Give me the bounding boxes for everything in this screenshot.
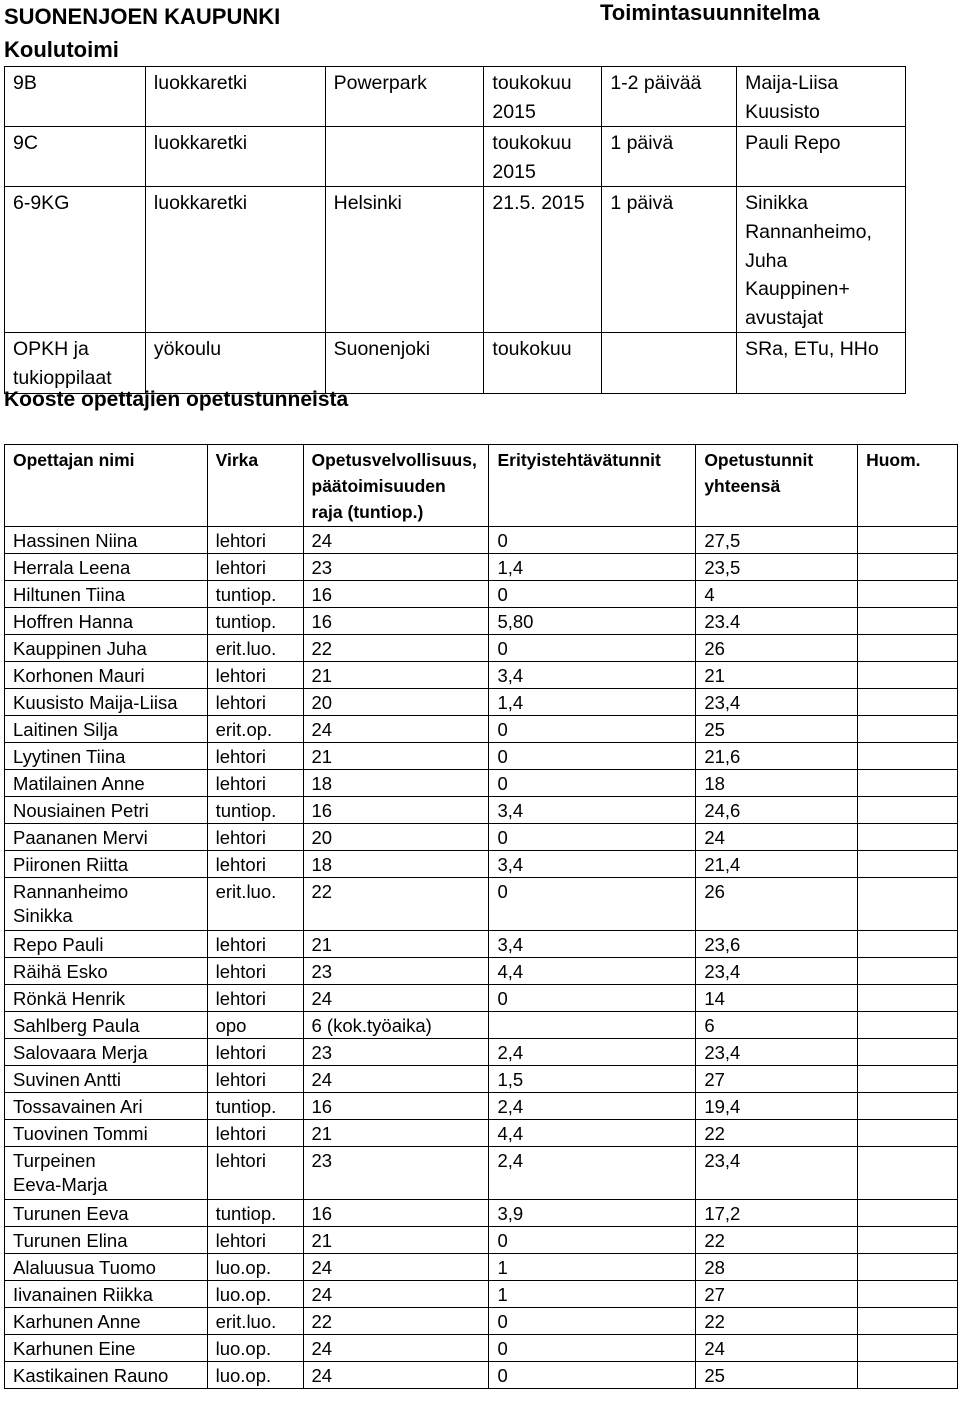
notes-cell [858, 1227, 958, 1254]
table-row [5, 851, 958, 878]
teaching-obligation-cell: 21 [303, 662, 489, 689]
teacher-name-cell: Tuovinen Tommi [5, 1120, 208, 1147]
event-location-cell: Helsinki [325, 187, 484, 333]
position-cell: erit.luo. [207, 1308, 303, 1335]
notes-cell [858, 1200, 958, 1227]
teaching-obligation-cell: 24 [303, 1066, 489, 1093]
table-row [5, 1254, 958, 1281]
notes-cell [858, 1308, 958, 1335]
teacher-name-cell: Rönkä Henrik [5, 985, 208, 1012]
position-cell: lehtori [207, 554, 303, 581]
table-row [5, 1281, 958, 1308]
teacher-name-cell: Hiltunen Tiina [5, 581, 208, 608]
total-hours-cell: 21 [696, 662, 858, 689]
position-cell: lehtori [207, 1066, 303, 1093]
teaching-obligation-cell: 23 [303, 1039, 489, 1066]
position-cell: lehtori [207, 824, 303, 851]
teaching-obligation-cell: 23 [303, 554, 489, 581]
special-duty-hours-cell: 0 [489, 635, 696, 662]
notes-cell [858, 1254, 958, 1281]
position-cell: erit.luo. [207, 635, 303, 662]
teaching-obligation-cell: 23 [303, 1147, 489, 1200]
special-duty-hours-cell: 0 [489, 1227, 696, 1254]
notes-cell [858, 1039, 958, 1066]
summary-heading: Kooste opettajien opetustunneista [4, 388, 349, 411]
total-hours-cell: 23.4 [696, 608, 858, 635]
position-cell: luo.op. [207, 1254, 303, 1281]
special-duty-hours-cell: 1,4 [489, 689, 696, 716]
teacher-name-cell: Sahlberg Paula [5, 1012, 208, 1039]
total-hours-cell: 24 [696, 1335, 858, 1362]
teaching-obligation-cell: 18 [303, 851, 489, 878]
teacher-name-cell: Räihä Esko [5, 958, 208, 985]
teacher-name-cell: Herrala Leena [5, 554, 208, 581]
table-row [5, 581, 958, 608]
table-row [5, 1335, 958, 1362]
teaching-obligation-cell: 24 [303, 716, 489, 743]
position-cell: lehtori [207, 527, 303, 554]
teacher-name-cell: Repo Pauli [5, 931, 208, 958]
teaching-obligation-cell: 22 [303, 1308, 489, 1335]
position-cell: lehtori [207, 985, 303, 1012]
teaching-obligation-cell: 24 [303, 1335, 489, 1362]
special-duty-hours-cell: 3,4 [489, 931, 696, 958]
special-duty-hours-cell: 0 [489, 1308, 696, 1335]
total-hours-cell: 23,4 [696, 689, 858, 716]
teaching-obligation-cell: 6 (kok.työaika) [303, 1012, 489, 1039]
notes-cell [858, 931, 958, 958]
event-date-cell: toukokuu 2015 [484, 127, 602, 187]
special-duty-hours-cell: 1,5 [489, 1066, 696, 1093]
event-type-cell: luokkaretki [145, 127, 325, 187]
teacher-name-cell: Tossavainen Ari [5, 1093, 208, 1120]
event-type-cell: luokkaretki [145, 187, 325, 333]
total-hours-cell: 23,6 [696, 931, 858, 958]
teacher-name-cell: Piironen Riitta [5, 851, 208, 878]
teacher-name-cell: Hassinen Niina [5, 527, 208, 554]
teacher-name-cell: Kuusisto Maija-Liisa [5, 689, 208, 716]
event-row [5, 127, 906, 187]
special-duty-hours-cell: 1 [489, 1254, 696, 1281]
teacher-name-cell: Suvinen Antti [5, 1066, 208, 1093]
total-hours-cell: 18 [696, 770, 858, 797]
teaching-obligation-cell: 24 [303, 1362, 489, 1389]
teaching-obligation-cell: 21 [303, 743, 489, 770]
special-duty-hours-cell: 1 [489, 1281, 696, 1308]
event-type-cell: yökoulu [145, 333, 325, 393]
col-header-teaching-obligation: Opetusvelvollisuus, päätoimisuuden raja (tuntiop.) [303, 445, 489, 527]
notes-cell [858, 1093, 958, 1120]
teaching-obligation-cell: 24 [303, 527, 489, 554]
total-hours-cell: 28 [696, 1254, 858, 1281]
teaching-obligation-cell: 21 [303, 1120, 489, 1147]
total-hours-cell: 23,4 [696, 1039, 858, 1066]
notes-cell [858, 635, 958, 662]
position-cell: luo.op. [207, 1281, 303, 1308]
total-hours-cell: 25 [696, 1362, 858, 1389]
teacher-name-cell: Karhunen Eine [5, 1335, 208, 1362]
teacher-name-cell: Turunen Elina [5, 1227, 208, 1254]
position-cell: lehtori [207, 662, 303, 689]
special-duty-hours-cell: 2,4 [489, 1093, 696, 1120]
col-header-special-duty-hours: Erityistehtävätunnit [489, 445, 696, 527]
table-row [5, 958, 958, 985]
table-row [5, 1308, 958, 1335]
teaching-obligation-cell: 24 [303, 985, 489, 1012]
event-date-cell: 21.5. 2015 [484, 187, 602, 333]
notes-cell [858, 1120, 958, 1147]
teaching-obligation-cell: 16 [303, 797, 489, 824]
teacher-name-cell: Hoffren Hanna [5, 608, 208, 635]
total-hours-cell: 4 [696, 581, 858, 608]
teaching-obligation-cell: 16 [303, 1093, 489, 1120]
position-cell: lehtori [207, 1120, 303, 1147]
event-duration-cell [602, 333, 737, 393]
special-duty-hours-cell: 0 [489, 770, 696, 797]
table-row [5, 1362, 958, 1389]
teacher-name-cell: Turunen Eeva [5, 1200, 208, 1227]
total-hours-cell: 24,6 [696, 797, 858, 824]
position-cell: lehtori [207, 958, 303, 985]
special-duty-hours-cell: 3,4 [489, 662, 696, 689]
event-group-cell: OPKH ja tukioppilaat [5, 333, 146, 393]
teacher-name-cell: Laitinen Silja [5, 716, 208, 743]
table-row [5, 1227, 958, 1254]
table-row [5, 931, 958, 958]
teaching-obligation-cell: 21 [303, 1227, 489, 1254]
col-header-name: Opettajan nimi [5, 445, 208, 527]
events-table [4, 66, 906, 394]
special-duty-hours-cell: 0 [489, 1335, 696, 1362]
total-hours-cell: 23,4 [696, 1147, 858, 1200]
document-title: Toimintasuunnitelma [600, 0, 820, 25]
teacher-name-cell: Karhunen Anne [5, 1308, 208, 1335]
table-row [5, 635, 958, 662]
total-hours-cell: 21,6 [696, 743, 858, 770]
total-hours-cell: 22 [696, 1227, 858, 1254]
teaching-obligation-cell: 18 [303, 770, 489, 797]
col-header-position: Virka [207, 445, 303, 527]
table-row [5, 554, 958, 581]
position-cell: luo.op. [207, 1362, 303, 1389]
table-row [5, 1147, 958, 1200]
notes-cell [858, 1335, 958, 1362]
special-duty-hours-cell: 2,4 [489, 1039, 696, 1066]
teacher-name-cell: Salovaara Merja [5, 1039, 208, 1066]
teacher-name-cell: Korhonen Mauri [5, 662, 208, 689]
position-cell: lehtori [207, 1039, 303, 1066]
position-cell: lehtori [207, 851, 303, 878]
teaching-obligation-cell: 23 [303, 958, 489, 985]
notes-cell [858, 608, 958, 635]
table-row [5, 1012, 958, 1039]
total-hours-cell: 17,2 [696, 1200, 858, 1227]
teaching-obligation-cell: 20 [303, 824, 489, 851]
special-duty-hours-cell: 0 [489, 1362, 696, 1389]
notes-cell [858, 1066, 958, 1093]
position-cell: tuntiop. [207, 608, 303, 635]
notes-cell [858, 743, 958, 770]
teacher-table-header-row [5, 445, 958, 527]
special-duty-hours-cell: 0 [489, 527, 696, 554]
teacher-name-cell: Kauppinen Juha [5, 635, 208, 662]
teacher-name-cell: Kastikainen Rauno [5, 1362, 208, 1389]
table-row [5, 743, 958, 770]
event-group-cell: 6-9KG [5, 187, 146, 333]
table-row [5, 662, 958, 689]
special-duty-hours-cell: 0 [489, 985, 696, 1012]
notes-cell [858, 662, 958, 689]
teaching-obligation-cell: 22 [303, 635, 489, 662]
position-cell: lehtori [207, 743, 303, 770]
notes-cell [858, 958, 958, 985]
position-cell: opo [207, 1012, 303, 1039]
event-row [5, 333, 906, 393]
event-group-cell: 9C [5, 127, 146, 187]
special-duty-hours-cell: 5,80 [489, 608, 696, 635]
table-row [5, 824, 958, 851]
special-duty-hours-cell [489, 1012, 696, 1039]
teacher-table-body [5, 527, 958, 1389]
notes-cell [858, 851, 958, 878]
event-date-cell: toukokuu [484, 333, 602, 393]
total-hours-cell: 23,5 [696, 554, 858, 581]
notes-cell [858, 1012, 958, 1039]
special-duty-hours-cell: 4,4 [489, 1120, 696, 1147]
table-row [5, 527, 958, 554]
special-duty-hours-cell: 0 [489, 743, 696, 770]
event-responsible-cell: Pauli Repo [737, 127, 906, 187]
event-location-cell: Powerpark [325, 67, 484, 127]
event-row [5, 67, 906, 127]
teaching-obligation-cell: 22 [303, 878, 489, 931]
table-row [5, 770, 958, 797]
table-row [5, 716, 958, 743]
special-duty-hours-cell: 3,4 [489, 851, 696, 878]
total-hours-cell: 14 [696, 985, 858, 1012]
table-row [5, 1120, 958, 1147]
position-cell: tuntiop. [207, 797, 303, 824]
notes-cell [858, 878, 958, 931]
teaching-obligation-cell: 16 [303, 608, 489, 635]
position-cell: luo.op. [207, 1335, 303, 1362]
event-location-cell: Suonenjoki [325, 333, 484, 393]
total-hours-cell: 22 [696, 1308, 858, 1335]
position-cell: erit.luo. [207, 878, 303, 931]
special-duty-hours-cell: 0 [489, 824, 696, 851]
special-duty-hours-cell: 3,4 [489, 797, 696, 824]
total-hours-cell: 24 [696, 824, 858, 851]
table-row [5, 1066, 958, 1093]
teacher-name-cell: Lyytinen Tiina [5, 743, 208, 770]
col-header-notes: Huom. [858, 445, 958, 527]
notes-cell [858, 554, 958, 581]
notes-cell [858, 1362, 958, 1389]
special-duty-hours-cell: 4,4 [489, 958, 696, 985]
notes-cell [858, 797, 958, 824]
special-duty-hours-cell: 3,9 [489, 1200, 696, 1227]
notes-cell [858, 1281, 958, 1308]
event-responsible-cell: SRa, ETu, HHo [737, 333, 906, 393]
position-cell: tuntiop. [207, 1200, 303, 1227]
total-hours-cell: 25 [696, 716, 858, 743]
total-hours-cell: 19,4 [696, 1093, 858, 1120]
table-row [5, 985, 958, 1012]
special-duty-hours-cell: 2,4 [489, 1147, 696, 1200]
event-responsible-cell: Sinikka Rannanheimo, Juha Kauppinen+ avustajat [737, 187, 906, 333]
organization-name: SUONENJOEN KAUPUNKI [4, 4, 281, 29]
special-duty-hours-cell: 0 [489, 716, 696, 743]
position-cell: lehtori [207, 931, 303, 958]
total-hours-cell: 21,4 [696, 851, 858, 878]
col-header-total-hours: Opetustunnit yhteensä [696, 445, 858, 527]
teaching-obligation-cell: 21 [303, 931, 489, 958]
notes-cell [858, 985, 958, 1012]
event-type-cell: luokkaretki [145, 67, 325, 127]
notes-cell [858, 770, 958, 797]
position-cell: lehtori [207, 1147, 303, 1200]
total-hours-cell: 23,4 [696, 958, 858, 985]
event-duration-cell: 1 päivä [602, 187, 737, 333]
total-hours-cell: 27 [696, 1066, 858, 1093]
event-duration-cell: 1 päivä [602, 127, 737, 187]
notes-cell [858, 716, 958, 743]
position-cell: erit.op. [207, 716, 303, 743]
table-row [5, 797, 958, 824]
position-cell: lehtori [207, 689, 303, 716]
teacher-name-cell: Turpeinen Eeva-Marja [5, 1147, 208, 1200]
special-duty-hours-cell: 0 [489, 581, 696, 608]
event-row [5, 187, 906, 333]
position-cell: tuntiop. [207, 581, 303, 608]
total-hours-cell: 26 [696, 635, 858, 662]
teacher-name-cell: Rannanheimo Sinikka [5, 878, 208, 931]
total-hours-cell: 26 [696, 878, 858, 931]
event-responsible-cell: Maija-Liisa Kuusisto [737, 67, 906, 127]
teaching-obligation-cell: 24 [303, 1254, 489, 1281]
notes-cell [858, 689, 958, 716]
document-header [4, 0, 280, 66]
table-row [5, 1093, 958, 1120]
notes-cell [858, 1147, 958, 1200]
table-row [5, 608, 958, 635]
events-body [5, 67, 906, 394]
teacher-name-cell: Alaluusua Tuomo [5, 1254, 208, 1281]
department-name: Koulutoimi [4, 37, 119, 62]
special-duty-hours-cell: 1,4 [489, 554, 696, 581]
teaching-obligation-cell: 24 [303, 1281, 489, 1308]
position-cell: lehtori [207, 1227, 303, 1254]
notes-cell [858, 824, 958, 851]
notes-cell [858, 581, 958, 608]
notes-cell [858, 527, 958, 554]
teacher-name-cell: Iivanainen Riikka [5, 1281, 208, 1308]
teacher-name-cell: Nousiainen Petri [5, 797, 208, 824]
teaching-obligation-cell: 16 [303, 1200, 489, 1227]
event-date-cell: toukokuu 2015 [484, 67, 602, 127]
special-duty-hours-cell: 0 [489, 878, 696, 931]
position-cell: lehtori [207, 770, 303, 797]
table-row [5, 689, 958, 716]
teacher-name-cell: Matilainen Anne [5, 770, 208, 797]
total-hours-cell: 6 [696, 1012, 858, 1039]
teacher-name-cell: Paananen Mervi [5, 824, 208, 851]
total-hours-cell: 22 [696, 1120, 858, 1147]
total-hours-cell: 27 [696, 1281, 858, 1308]
teaching-obligation-cell: 20 [303, 689, 489, 716]
event-duration-cell: 1-2 päivää [602, 67, 737, 127]
event-location-cell [325, 127, 484, 187]
table-row [5, 1200, 958, 1227]
position-cell: tuntiop. [207, 1093, 303, 1120]
event-group-cell: 9B [5, 67, 146, 127]
table-row [5, 1039, 958, 1066]
teaching-obligation-cell: 16 [303, 581, 489, 608]
table-row [5, 878, 958, 931]
total-hours-cell: 27,5 [696, 527, 858, 554]
teacher-hours-table [4, 444, 958, 1389]
